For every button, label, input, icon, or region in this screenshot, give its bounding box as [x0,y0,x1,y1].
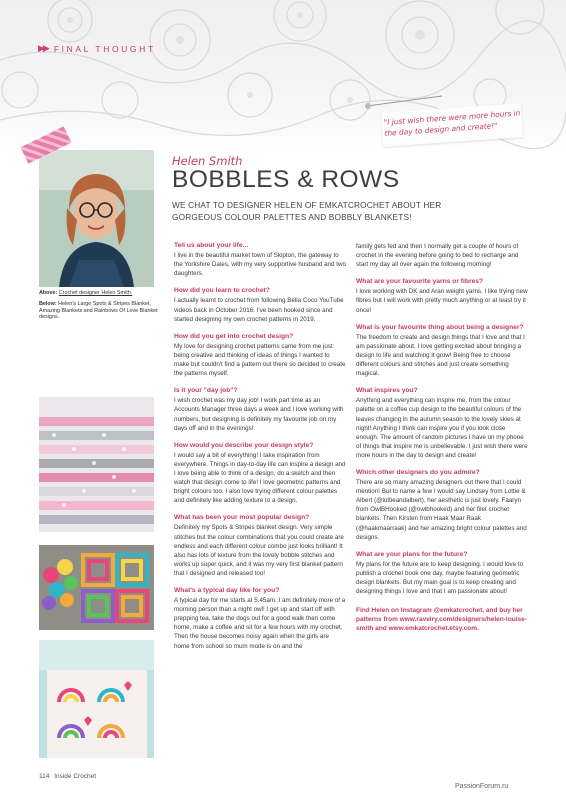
caption-above-label: Above: [39,290,58,296]
photo-caption [39,290,164,321]
site-watermark: PassionForum.ru [455,783,509,790]
question-heading: What's a typical day like for you? [174,587,280,594]
answer-text: Anything and everything can inspire me, from the colour palette on a coffee cup design to the beautiful colours of the leaves changing in the autumn season to the lovely skies at night! Anything I think can inspire you if you look close enough. The amount of random pictures I have on my phone of things that inspire me is unbelievable. I just wish there were more hours in the day to design and create! [356,397,528,459]
question-heading: What are your plans for the future? [356,550,468,558]
question-heading: What are your favourite yarns or fibres? [356,278,484,286]
rainbows-of-love-blanket-photo [39,640,154,758]
article-left-column [174,241,346,651]
article-right-column [356,242,528,633]
question-heading: What inspires you? [356,387,418,395]
section-label: FINAL THOUGHT [53,43,156,54]
caption-above-text: Crochet designer Helen Smith. [58,290,133,296]
magazine-name: Inside Crochet [54,773,97,780]
article-standfirst: WE CHAT TO DESIGNER HELEN OF EMKATCROCHET ABOUT HER GORGEOUS COLOUR PALETTES AND BOBBLY BLANKETS! [172,200,442,222]
caption-below-text: Helen's Large Spots & Stripes Blanket, Amazing Blankets and Rainbows Of Love Blanket designs. [39,300,158,321]
answer-text: A typical day for me starts at 5.45am. I am definitely more of a morning person than a night owl! I get up and start off with prepping tea, take the dogs out for a good walk then come home, make a coffee and sit for a few hours with my crochet. Then the house becomes noisy again when the girls are home from school so mum mode is on and the [174,597,346,650]
question-heading: What has been your most popular design? [174,514,310,522]
question-heading: Which other designers do you admire? [356,468,480,476]
amazing-blankets-photo [39,545,154,630]
answer-text: My plans for the future are to keep designing. I would love to publish a crochet book one day, maybe featuring geometric design blankets. But my main goal is to keep creating and designing things I love and that I am passionate about! [356,560,524,596]
answer-text: I wish crochet was my day job! I work part time as an Accounts Manager three days a week and I love working with numbers, but designing is definitely my favourite job on my days off and in the evenings! [174,397,344,432]
answer-text: Definitely my Spots & Stripes blanket design. Very simple stitches but the colour combinations that you could create are endless and each different colour combo just looks brilliant! It also has lots of texture from the lovely bobble stitches and works up super quick, and it was my very first blanket pattern that I designed and released too! [174,524,344,577]
question-heading: How would you describe your design style? [174,441,314,449]
page-number: 114 [39,773,50,780]
spots-stripes-blanket-photo [39,397,154,532]
answer-text: There are so many amazing designers out there that I could mention! But to name a few I would say Lindsey from Lottie & Albert (@lottieandalbert), her aesthetic is just lovely. Faaryn from OwlBHooked (@owlbhooked) and her filet crochet blankets. Then Kirsten from Haak Maar Raak (@haakmaarraak) and her amazing bright colour palettes and designs. [356,479,527,541]
answer-text: I actually learnt to crochet from following Bella Coco YouTube videos back in October 2016. I've been hooked since and started designing my own crochet patterns in 2019. [174,297,344,323]
answer-text: I would say a bit of everything! I take inspiration from everywhere. Things in day-to-day life can inspire a design and I love being able to think of a design, do a sketch and then watch that design come to life! I love geometric patterns and bright colours too. I also love trying different colour palettes and definitely like adding texture to a design. [174,451,346,505]
caption-below-label: Below: [39,300,57,307]
answer-text: I love working with DK and Aran weight yarns. I like trying new fibres but I will work with pretty much anything or at least try it once! [356,288,528,314]
page-folio [39,773,96,780]
answer-text: I live in the beautiful market town of Skipton, the gateway to the Yorkshire Dales, with my very supportive husband and two daughters. [174,252,346,278]
instagram-promo: Find Helen on Instagram @emkatcrochet, and buy her patterns from www.ravelry.com/designers/helen-louise-smith and www.emkatcrochet.etsy.com. [356,607,527,633]
question-heading: Tell us about your life... [174,242,249,249]
section-kicker [38,43,156,54]
answer-text: My love for designing crochet patterns came from me just being creative and thinking of ideas of things I wanted to make but couldn't find a pattern out there so decided to create the patterns myself. [174,342,346,378]
question-heading: How did you learn to crochet? [174,287,270,295]
designer-name: Helen Smith [172,154,243,168]
pull-quote: "I just wish there were more hours in the day to design and create!" [383,108,521,138]
designer-portrait-photo [39,150,154,287]
question-heading: Is it your "day job"? [174,387,238,395]
double-arrow-icon: ▶▶ [38,43,48,53]
article-title: BOBBLES & ROWS [172,166,400,193]
answer-text: The freedom to create and design things that I love and that I am passionate about. I love getting excited about bringing a design to life and watching it grow! Being free to choose different colours and stitches and just create something magical. [356,333,525,378]
question-heading: How did you get into crochet design? [174,332,294,340]
question-heading: What is your favourite thing about being a designer? [356,323,524,331]
answer-continuation: family gets fed and then I normally get a couple of hours of crochet in the evening before going to bed to recharge and start my day all over again the following morning! [356,243,519,269]
